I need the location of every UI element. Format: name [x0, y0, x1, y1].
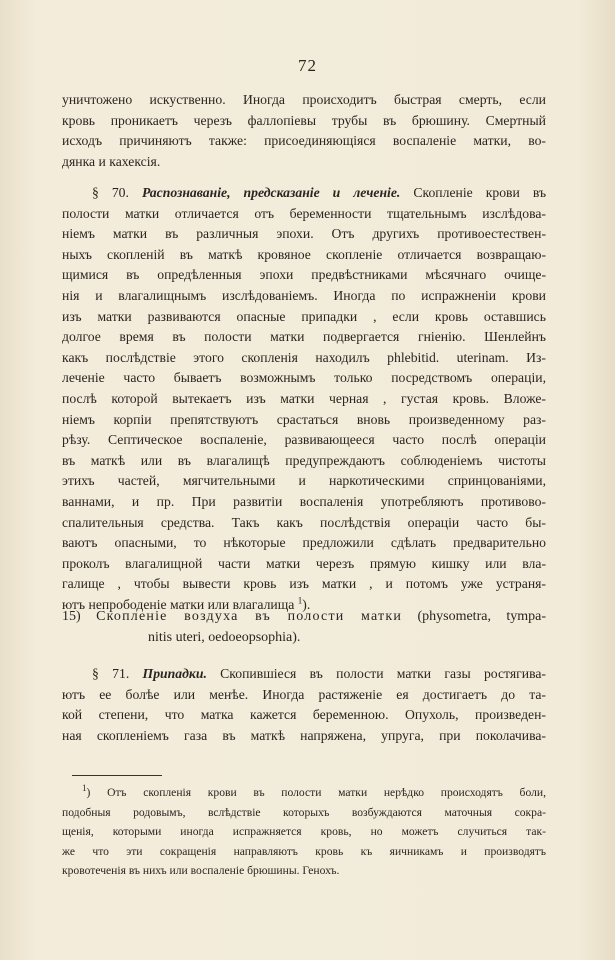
text-line: ныхъ скопленій въ маткѣ кровяное скопленіе отличается возвращаю-: [62, 246, 546, 262]
text-line: ваннами, и пр. При развитіи воспаленія употребляютъ противово-: [62, 493, 546, 509]
section-15-number: 15): [62, 609, 81, 624]
section-71-first-line: [62, 664, 546, 685]
top-paragraph: [62, 90, 546, 172]
text-line: кой степени, что матка кажется беременною. Опухоль, произведен-: [62, 707, 546, 723]
text-line: спалительныя средства. Такъ какъ послѣдствія операціи часто бы-: [62, 514, 546, 530]
footnote-line: же что эти сокращенія направляютъ кровь къ яичникамъ и производятъ: [62, 844, 546, 858]
text-line: нія и влагалищнымъ изслѣдованіемъ. Иногда по испражненіи крови: [62, 287, 546, 303]
text-line: ніемъ матки въ различныя эпохи. Отъ другихъ противоестествен-: [62, 226, 546, 242]
text-line: какъ послѣдствіе этого скопленія находилъ phlebitid. uterinam. Из-: [62, 349, 546, 365]
text-line: проколъ влагалищной части матки черезъ прямую кишку или вла-: [62, 555, 546, 571]
section-15-latin-1: (physometra, tympa-: [417, 609, 546, 624]
text-line: кровь проникаетъ черезъ фаллопіевы трубы въ брюшину. Смертный: [62, 112, 546, 128]
footnote-first-line: [62, 783, 546, 803]
text-line: леченіе часто бываетъ возможнымъ только посредствомъ операціи,: [62, 370, 546, 386]
section-15-latin-2: nitis uteri, oedoeopsophia).: [148, 630, 301, 645]
footnote-last-line: кровотеченія въ нихъ или воспаленіе брюшины. Генохъ.: [62, 864, 340, 878]
section-71-first-line-text: Скопившіеся въ полости матки газы ростягива-: [220, 666, 546, 681]
page-number: 72: [298, 56, 317, 75]
footnote-line: щенія, которыми иногда испражняется кровь, но можетъ случиться так-: [62, 825, 546, 839]
text-line: ная скопленіемъ газа въ маткѣ напряжена, упруга, при поколачива-: [62, 727, 546, 743]
text-line: ніемъ корпіи препятствуютъ срастаться вновь произведенному раз-: [62, 411, 546, 427]
section-70-title: Распознаваніе, предсказаніе и леченіе.: [141, 185, 401, 200]
footnote-line: подобныя родовымъ, вслѣдствіе которыхъ возбуждаются маточныя сокра-: [62, 805, 546, 819]
footnote-ref: 1: [297, 595, 303, 606]
text-line: въ маткѣ или въ влагалищѣ предупреждаютъ соблюденіемъ чистоты: [62, 452, 546, 468]
section-15-title: Скопленіе воздуха въ полости матки: [96, 609, 403, 624]
section-71-title: Припадки.: [142, 666, 207, 681]
text-line: рѣзу. Септическое воспаленіе, развивающееся часто послѣ операціи: [62, 432, 546, 448]
text-line: долгое время въ полости матки подвергается гніенію. Шенлейнъ: [62, 329, 546, 345]
section-71-number: § 71.: [92, 666, 130, 681]
text-line: ваютъ опасными, то нѣкоторые предложили сдѣлать предварительно: [62, 535, 546, 551]
footnote: [62, 783, 546, 881]
text-line: изъ матки развиваются опасные припадки , если кровь оставшись: [62, 308, 546, 324]
text-line: исходъ причиняютъ также: присоединяющіяся воспаленіе матки, во-: [62, 133, 546, 149]
text-line: этихъ частей, мягчительными и наркотическими спринцованіями,: [62, 473, 546, 489]
section-70-number: § 70.: [92, 185, 129, 200]
text-line: полости матки отличается отъ беременности тщательнымъ изслѣдова-: [62, 205, 546, 221]
text-line: дянка и кахексія.: [62, 153, 161, 169]
last-line-text: ютъ непрободеніе матки или влагалища: [62, 596, 295, 612]
text-line: ютъ ее болѣе или менѣе. Иногда растяженіе ея достигаетъ до та-: [62, 686, 546, 702]
text-line: послѣ которой вытекаетъ изъ матки черная , густая кровь. Вложе-: [62, 390, 546, 406]
section-15-heading: [62, 606, 546, 648]
footnote-divider: [72, 775, 162, 776]
footnote-marker: 1: [82, 783, 87, 794]
section-71-paragraph: [62, 664, 546, 746]
section-70-paragraph: [62, 183, 546, 615]
section-70-first-line-text: Скопленіе крови въ: [413, 185, 546, 200]
text-line: уничтожено искуственно. Иногда происходитъ быстрая смерть, если: [62, 92, 546, 107]
footnote-first-line-text: ) Отъ скопленія крови въ полости матки нерѣдко происходятъ боли,: [86, 786, 546, 799]
section-15-heading-line-1: [62, 606, 546, 627]
text-line: галище , чтобы вывести кровь изъ матки , и потомъ уже устраня-: [62, 576, 546, 592]
last-line-end: ).: [302, 596, 311, 612]
text-line: щимися въ опредѣленныя эпохи предвѣстниками мѣсячнаго очище-: [62, 267, 546, 283]
section-70-first-line: [62, 183, 546, 204]
